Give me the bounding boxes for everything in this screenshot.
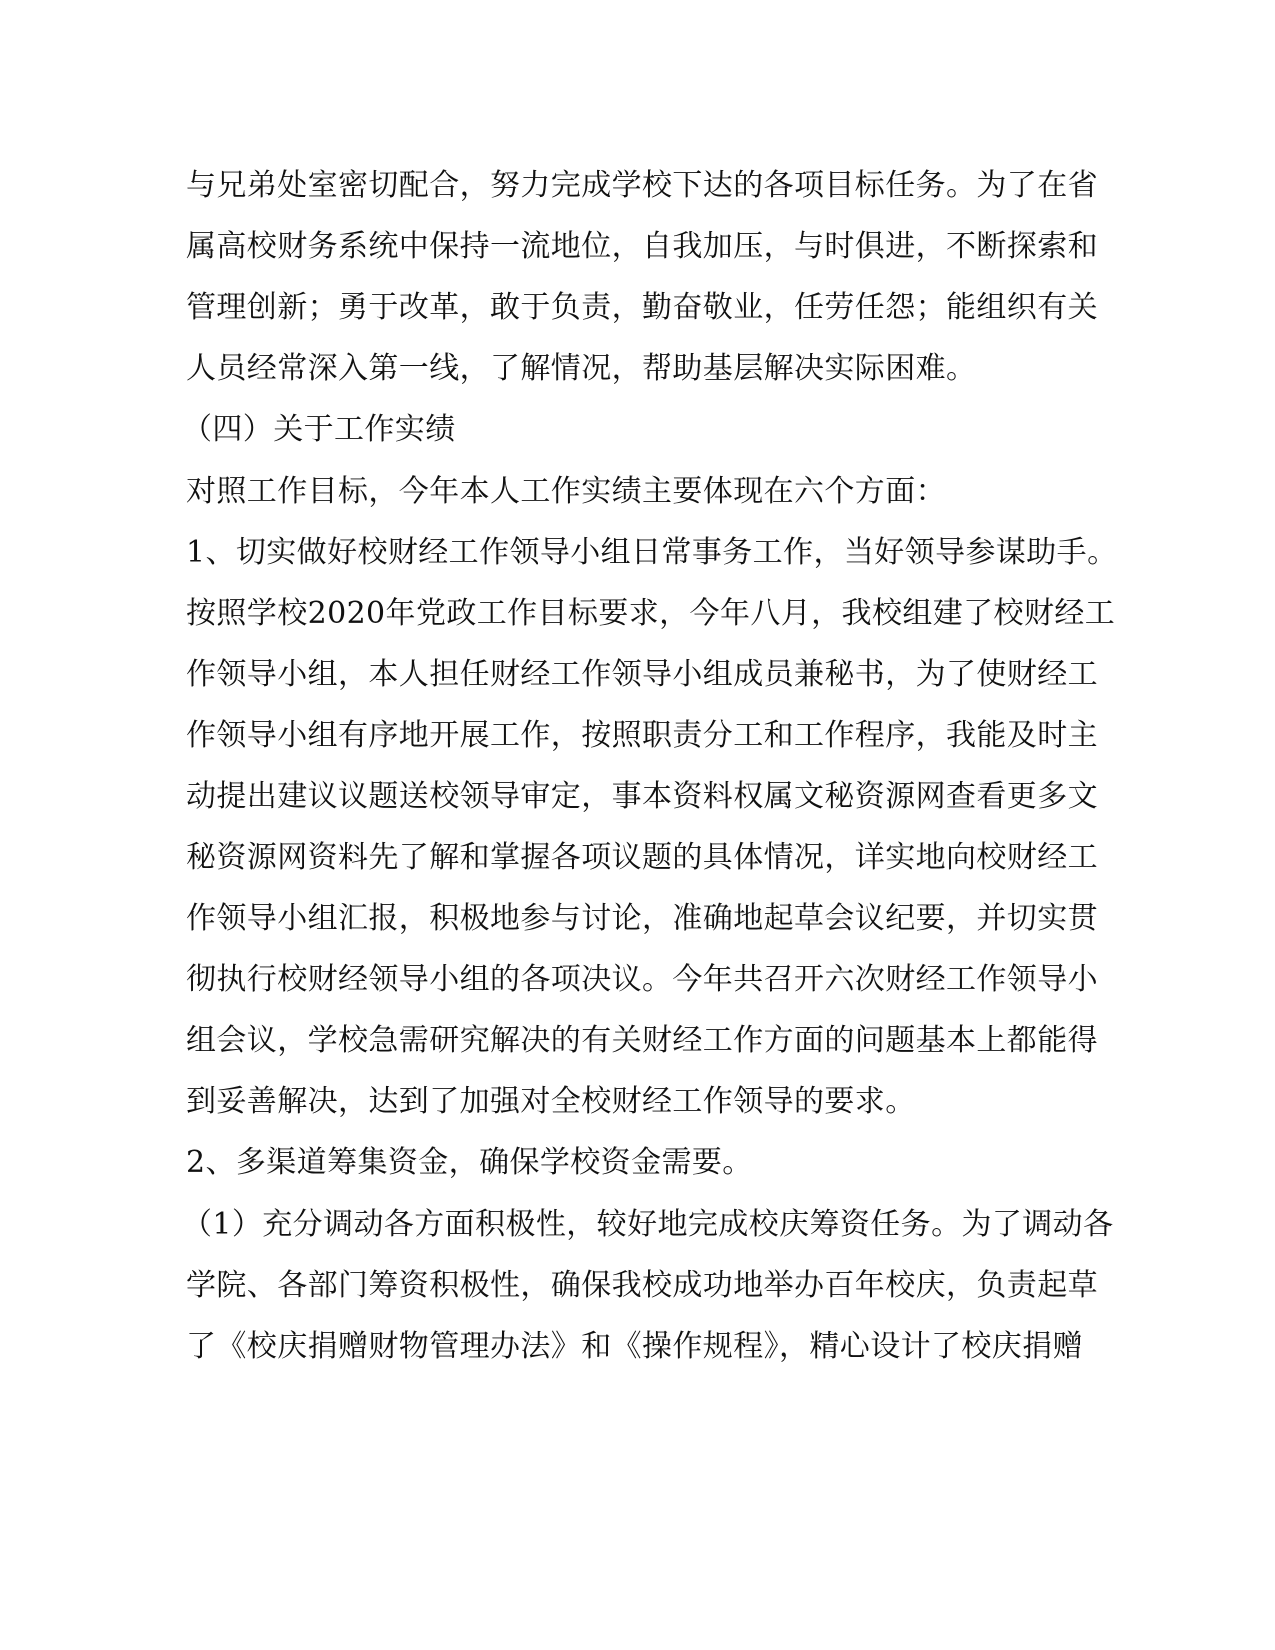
section-heading: （四）关于工作实绩	[182, 412, 456, 447]
text-line: 作领导小组，本人担任财经工作领导小组成员兼秘书，为了使财经工	[186, 657, 1098, 692]
numbered-item-heading: 1、切实做好校财经工作领导小组日常事务工作，当好领导参谋助手。	[186, 535, 1118, 570]
text-line: 彻执行校财经领导小组的各项决议。今年共召开六次财经工作领导小	[186, 962, 1098, 997]
text-line: 对照工作目标，今年本人工作实绩主要体现在六个方面：	[186, 474, 946, 509]
text-line: 了《校庆捐赠财物管理办法》和《操作规程》，精心设计了校庆捐赠	[186, 1329, 1083, 1364]
text-line: 秘资源网资料先了解和掌握各项议题的具体情况，详实地向校财经工	[186, 840, 1098, 875]
text-line: 管理创新；勇于改革，敢于负责，勤奋敬业，任劳任怨；能组织有关	[186, 290, 1098, 325]
text-line: 到妥善解决，达到了加强对全校财经工作领导的要求。	[186, 1084, 916, 1119]
text-line: 动提出建议议题送校领导审定，事本资料权属文秘资源网查看更多文	[186, 779, 1098, 814]
text-line: 与兄弟处室密切配合，努力完成学校下达的各项目标任务。为了在省	[186, 168, 1098, 203]
text-line: 组会议，学校急需研究解决的有关财经工作方面的问题基本上都能得	[186, 1023, 1098, 1058]
numbered-item-heading: 2、多渠道筹集资金，确保学校资金需要。	[186, 1145, 753, 1180]
text-line: 学院、各部门筹资积极性，确保我校成功地举办百年校庆，负责起草	[186, 1268, 1098, 1303]
text-line: 作领导小组汇报，积极地参与讨论，准确地起草会议纪要，并切实贯	[186, 901, 1098, 936]
text-line: 人员经常深入第一线，了解情况，帮助基层解决实际困难。	[186, 351, 977, 386]
text-line: 作领导小组有序地开展工作，按照职责分工和工作程序，我能及时主	[186, 718, 1098, 753]
text-line: 属高校财务系统中保持一流地位，自我加压，与时俱进，不断探索和	[186, 229, 1098, 264]
text-line: 按照学校2020年党政工作目标要求，今年八月，我校组建了校财经工	[186, 596, 1116, 631]
text-line: （1）充分调动各方面积极性，较好地完成校庆筹资任务。为了调动各	[182, 1207, 1114, 1242]
